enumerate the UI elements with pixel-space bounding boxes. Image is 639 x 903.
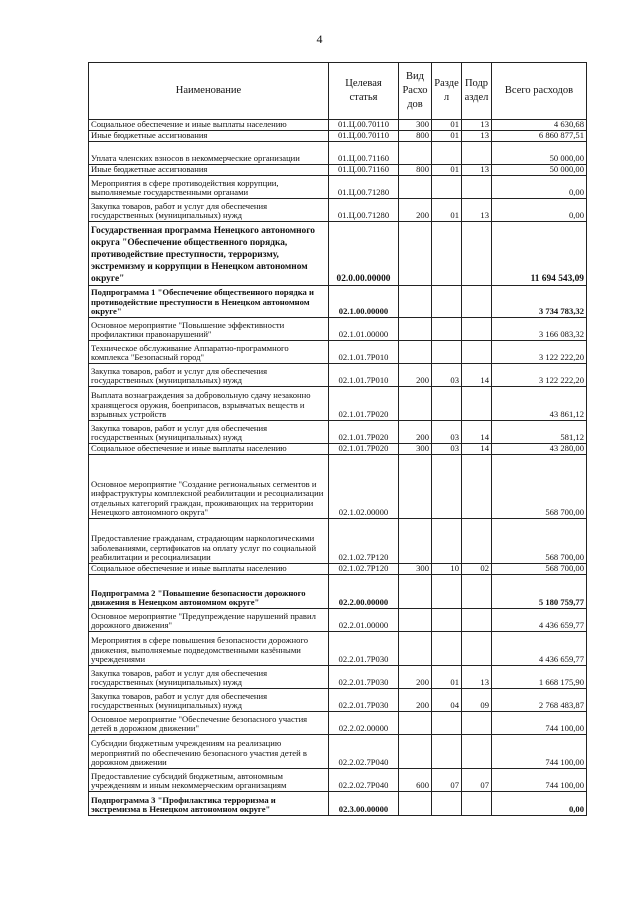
cell-target: 02.1.01.7Р010 <box>329 364 399 387</box>
cell-vid: 200 <box>399 364 432 387</box>
cell-vid: 300 <box>399 120 432 131</box>
cell-target: 02.0.00.00000 <box>329 222 399 286</box>
cell-name: Подпрограмма 3 "Профилактика терроризма и экстремизма в Ненецком автономном округе" <box>89 792 329 816</box>
cell-target: 02.2.02.00000 <box>329 712 399 735</box>
cell-target: 02.1.00.00000 <box>329 286 399 318</box>
table-row <box>89 519 587 564</box>
cell-name: Мероприятия в сфере повышения безопасности дорожного движения, выполняемые подведомственными казёнными учреждениями <box>89 632 329 666</box>
cell-vid <box>399 286 432 318</box>
cell-podr <box>462 632 492 666</box>
cell-vid <box>399 222 432 286</box>
table-row <box>89 712 587 735</box>
cell-target: 02.1.02.7Р120 <box>329 519 399 564</box>
cell-podr <box>462 792 492 816</box>
cell-razd <box>432 286 462 318</box>
cell-name: Закупка товаров, работ и услуг для обеспечения государственных (муниципальных) нужд <box>89 364 329 387</box>
cell-total: 581,12 <box>492 421 587 444</box>
cell-razd <box>432 176 462 199</box>
cell-vid: 200 <box>399 689 432 712</box>
cell-name: Иные бюджетные ассигнования <box>89 131 329 142</box>
cell-vid: 300 <box>399 564 432 575</box>
table-header <box>89 63 587 120</box>
cell-total: 43 280,00 <box>492 444 587 455</box>
table-row <box>89 666 587 689</box>
cell-total: 744 100,00 <box>492 712 587 735</box>
cell-vid: 200 <box>399 199 432 222</box>
table-row <box>89 142 587 165</box>
cell-target: 02.1.01.7Р020 <box>329 421 399 444</box>
cell-podr: 14 <box>462 421 492 444</box>
cell-razd: 01 <box>432 199 462 222</box>
cell-name: Предоставление субсидий бюджетным, автономным учреждениям и иным некоммерческим организациям <box>89 769 329 792</box>
cell-total: 50 000,00 <box>492 165 587 176</box>
cell-name: Выплата вознаграждения за добровольную сдачу незаконно хранящегося оружия, боеприпасов, взрывчатых веществ и взрывных устройств <box>89 387 329 421</box>
cell-name: Техническое обслуживание Аппаратно-программного комплекса "Безопасный город" <box>89 341 329 364</box>
cell-podr: 13 <box>462 120 492 131</box>
cell-podr <box>462 176 492 199</box>
cell-vid <box>399 609 432 632</box>
cell-total: 43 861,12 <box>492 387 587 421</box>
cell-vid <box>399 318 432 341</box>
cell-total: 0,00 <box>492 792 587 816</box>
cell-name: Мероприятия в сфере противодействия коррупции, выполняемые государственными органами <box>89 176 329 199</box>
cell-name: Закупка товаров, работ и услуг для обеспечения государственных (муниципальных) нужд <box>89 666 329 689</box>
cell-vid <box>399 341 432 364</box>
table-row <box>89 120 587 131</box>
cell-vid <box>399 632 432 666</box>
cell-target: 02.2.02.7Р040 <box>329 735 399 769</box>
cell-name: Основное мероприятие "Обеспечение безопасного участия детей в дорожном движении" <box>89 712 329 735</box>
cell-razd <box>432 222 462 286</box>
cell-total: 50 000,00 <box>492 142 587 165</box>
cell-razd <box>432 455 462 519</box>
cell-razd <box>432 712 462 735</box>
cell-total: 3 734 783,32 <box>492 286 587 318</box>
cell-podr <box>462 712 492 735</box>
header-target: Целевая статья <box>329 63 399 120</box>
cell-vid <box>399 142 432 165</box>
cell-total: 744 100,00 <box>492 735 587 769</box>
cell-razd <box>432 318 462 341</box>
cell-razd <box>432 632 462 666</box>
cell-razd <box>432 341 462 364</box>
cell-target: 02.2.02.7Р040 <box>329 769 399 792</box>
cell-podr: 14 <box>462 444 492 455</box>
cell-razd: 01 <box>432 131 462 142</box>
cell-name: Подпрограмма 2 "Повышение безопасности дорожного движения в Ненецком автономном округе" <box>89 575 329 609</box>
table-row <box>89 387 587 421</box>
cell-target: 02.1.01.00000 <box>329 318 399 341</box>
cell-razd: 03 <box>432 364 462 387</box>
header-total: Всего расходов <box>492 63 587 120</box>
cell-vid <box>399 712 432 735</box>
cell-vid: 200 <box>399 421 432 444</box>
table-row <box>89 286 587 318</box>
table-row <box>89 735 587 769</box>
cell-podr <box>462 222 492 286</box>
cell-podr: 13 <box>462 199 492 222</box>
table-row <box>89 689 587 712</box>
cell-vid: 800 <box>399 165 432 176</box>
table-row <box>89 575 587 609</box>
cell-name: Субсидии бюджетным учреждениям на реализацию мероприятий по обеспечению безопасного участия детей в дорожном движении <box>89 735 329 769</box>
cell-total: 4 630,68 <box>492 120 587 131</box>
cell-name: Основное мероприятие "Повышение эффективности профилактики правонарушений" <box>89 318 329 341</box>
cell-vid <box>399 575 432 609</box>
cell-target: 02.1.02.7Р120 <box>329 564 399 575</box>
cell-name: Подпрограмма 1 "Обеспечение общественного порядка и противодействие преступности в Ненецком автономном округе" <box>89 286 329 318</box>
cell-vid <box>399 735 432 769</box>
cell-name: Социальное обеспечение и иные выплаты населению <box>89 444 329 455</box>
cell-razd <box>432 142 462 165</box>
cell-razd <box>432 575 462 609</box>
cell-target: 02.2.01.00000 <box>329 609 399 632</box>
cell-target: 01.Ц.00.71160 <box>329 165 399 176</box>
cell-podr <box>462 455 492 519</box>
cell-name: Социальное обеспечение и иные выплаты населению <box>89 120 329 131</box>
cell-name: Социальное обеспечение и иные выплаты населению <box>89 564 329 575</box>
cell-name: Закупка товаров, работ и услуг для обеспечения государственных (муниципальных) нужд <box>89 421 329 444</box>
header-name: Наименование <box>89 63 329 120</box>
cell-total: 3 122 222,20 <box>492 364 587 387</box>
cell-podr <box>462 609 492 632</box>
cell-total: 0,00 <box>492 199 587 222</box>
cell-podr: 02 <box>462 564 492 575</box>
cell-total: 6 860 877,51 <box>492 131 587 142</box>
header-vid: Вид Расхо дов <box>399 63 432 120</box>
table-row <box>89 609 587 632</box>
cell-podr: 13 <box>462 131 492 142</box>
table-row <box>89 769 587 792</box>
cell-total: 2 768 483,87 <box>492 689 587 712</box>
cell-razd: 10 <box>432 564 462 575</box>
cell-name: Иные бюджетные ассигнования <box>89 165 329 176</box>
cell-vid: 200 <box>399 666 432 689</box>
table-row <box>89 165 587 176</box>
page-number: 4 <box>316 32 323 46</box>
table-row <box>89 632 587 666</box>
table-row <box>89 455 587 519</box>
cell-vid: 300 <box>399 444 432 455</box>
cell-target: 01.Ц.00.71280 <box>329 199 399 222</box>
cell-podr <box>462 519 492 564</box>
cell-target: 02.2.01.7Р030 <box>329 666 399 689</box>
cell-podr <box>462 318 492 341</box>
table-row <box>89 364 587 387</box>
table-row <box>89 792 587 816</box>
cell-total: 568 700,00 <box>492 564 587 575</box>
cell-total: 568 700,00 <box>492 519 587 564</box>
cell-name: Основное мероприятие "Создание региональных сегментов и инфраструктуры комплексной реабилитации и ресоциализации отдельных категорий граждан, проживающих на территории Ненецкого автономного округа" <box>89 455 329 519</box>
table-row <box>89 318 587 341</box>
cell-podr <box>462 575 492 609</box>
cell-total: 3 122 222,20 <box>492 341 587 364</box>
table-row <box>89 199 587 222</box>
table-row <box>89 176 587 199</box>
cell-target: 02.1.01.7Р010 <box>329 341 399 364</box>
cell-razd: 03 <box>432 421 462 444</box>
cell-razd: 03 <box>432 444 462 455</box>
cell-name: Основное мероприятие "Предупреждение нарушений правил дорожного движения" <box>89 609 329 632</box>
header-razd: Разде л <box>432 63 462 120</box>
cell-target: 02.1.01.7Р020 <box>329 387 399 421</box>
table-row <box>89 564 587 575</box>
cell-target: 01.Ц.00.71280 <box>329 176 399 199</box>
cell-total: 568 700,00 <box>492 455 587 519</box>
cell-target: 02.1.02.00000 <box>329 455 399 519</box>
cell-razd <box>432 735 462 769</box>
cell-total: 4 436 659,77 <box>492 632 587 666</box>
cell-target: 01.Ц.00.70110 <box>329 131 399 142</box>
cell-vid <box>399 387 432 421</box>
cell-vid <box>399 519 432 564</box>
cell-podr <box>462 341 492 364</box>
cell-razd: 07 <box>432 769 462 792</box>
cell-target: 02.2.01.7Р030 <box>329 689 399 712</box>
cell-name: Закупка товаров, работ и услуг для обеспечения государственных (муниципальных) нужд <box>89 199 329 222</box>
cell-podr <box>462 142 492 165</box>
cell-podr <box>462 735 492 769</box>
table-row <box>89 341 587 364</box>
header-podr: Подр аздел <box>462 63 492 120</box>
cell-total: 1 668 175,90 <box>492 666 587 689</box>
budget-table <box>88 62 587 816</box>
cell-vid <box>399 455 432 519</box>
cell-total: 4 436 659,77 <box>492 609 587 632</box>
cell-name: Предоставление гражданам, страдающим наркологическими заболеваниями, сертификатов на оплату услуг по социальной реабилитации и ресоциализации <box>89 519 329 564</box>
cell-podr: 14 <box>462 364 492 387</box>
cell-razd <box>432 792 462 816</box>
cell-name: Государственная программа Ненецкого автономного округа "Обеспечение общественного порядка, противодействие преступности, терроризму, экстремизму и коррупции в Ненецком автономном округе" <box>89 222 329 286</box>
cell-total: 744 100,00 <box>492 769 587 792</box>
cell-vid <box>399 176 432 199</box>
cell-total: 0,00 <box>492 176 587 199</box>
cell-name: Уплата членских взносов в некоммерческие организации <box>89 142 329 165</box>
cell-razd: 01 <box>432 120 462 131</box>
cell-target: 01.Ц.00.71160 <box>329 142 399 165</box>
table-row <box>89 222 587 286</box>
cell-razd <box>432 519 462 564</box>
cell-podr <box>462 387 492 421</box>
cell-target: 02.2.00.00000 <box>329 575 399 609</box>
cell-vid: 800 <box>399 131 432 142</box>
cell-razd <box>432 609 462 632</box>
cell-vid <box>399 792 432 816</box>
cell-podr: 09 <box>462 689 492 712</box>
cell-razd <box>432 387 462 421</box>
cell-total: 5 180 759,77 <box>492 575 587 609</box>
cell-podr <box>462 286 492 318</box>
cell-razd: 01 <box>432 165 462 176</box>
cell-name: Закупка товаров, работ и услуг для обеспечения государственных (муниципальных) нужд <box>89 689 329 712</box>
cell-total: 11 694 543,09 <box>492 222 587 286</box>
cell-target: 02.3.00.00000 <box>329 792 399 816</box>
cell-target: 01.Ц.00.70110 <box>329 120 399 131</box>
cell-target: 02.2.01.7Р030 <box>329 632 399 666</box>
table-row <box>89 131 587 142</box>
cell-podr: 07 <box>462 769 492 792</box>
table-row <box>89 444 587 455</box>
cell-vid: 600 <box>399 769 432 792</box>
cell-total: 3 166 083,32 <box>492 318 587 341</box>
cell-podr: 13 <box>462 666 492 689</box>
table-row <box>89 421 587 444</box>
cell-razd: 01 <box>432 666 462 689</box>
cell-target: 02.1.01.7Р020 <box>329 444 399 455</box>
cell-razd: 04 <box>432 689 462 712</box>
cell-podr: 13 <box>462 165 492 176</box>
